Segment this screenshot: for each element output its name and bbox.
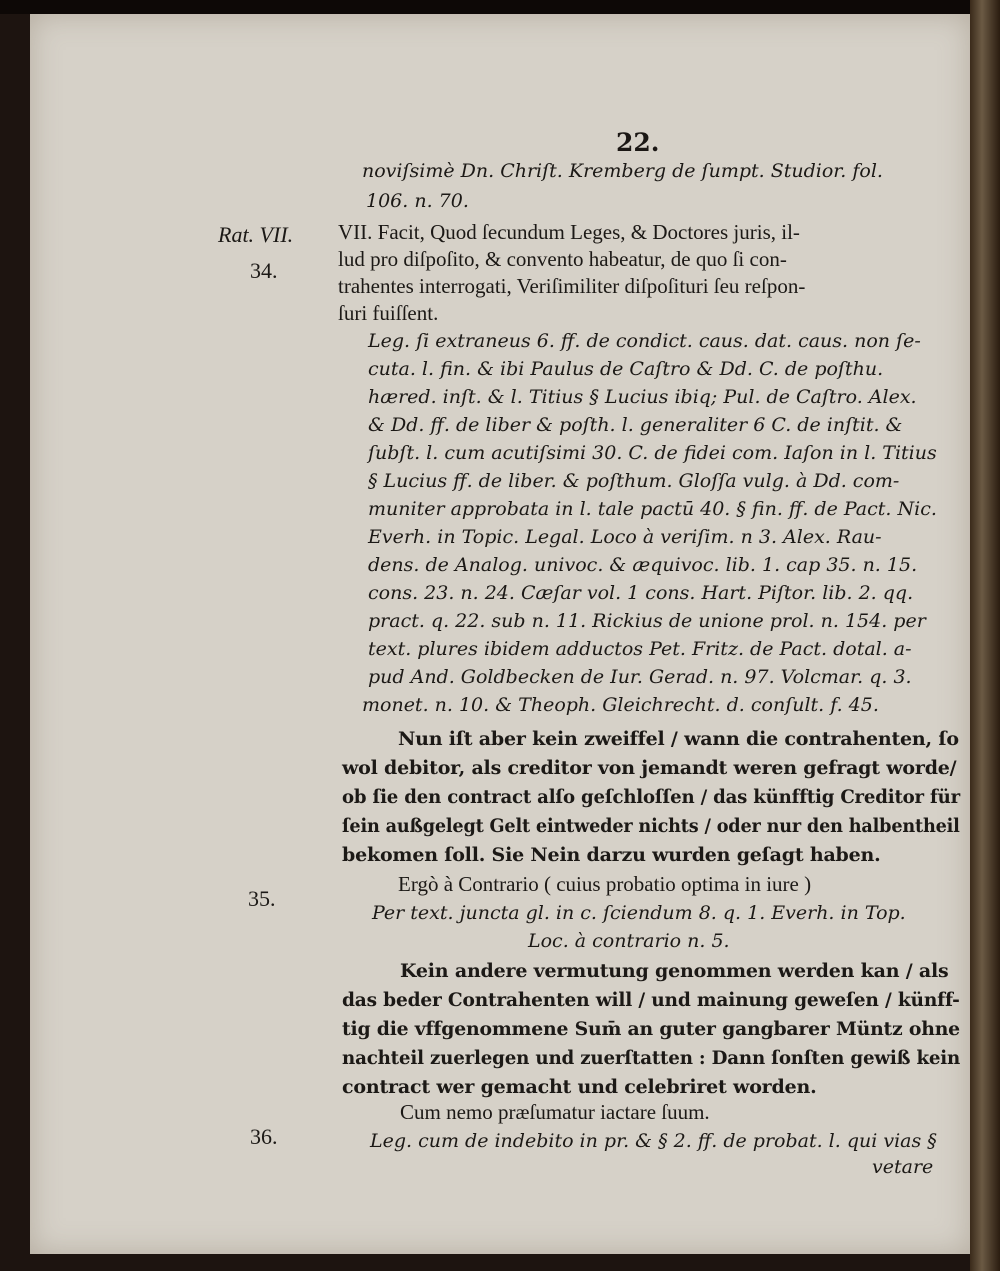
page-top-edge bbox=[0, 0, 1000, 14]
margin-number-36: 36. bbox=[250, 1124, 278, 1149]
text-line: & Dd. ff. de liber & poſth. l. generaliter 6 C. de inſtit. & bbox=[368, 414, 903, 436]
text-line: ob ſie den contract alſo geſchloſſen / das künfftig Creditor für bbox=[342, 786, 960, 808]
text-line: cons. 23. n. 24. Cæſar vol. 1 cons. Hart. Piſtor. lib. 2. qq. bbox=[368, 582, 914, 604]
text-line: trahentes interrogati, Veriſimiliter diſpoſituri ſeu reſpon- bbox=[338, 274, 806, 298]
text-line: Leg. cum de indebito in pr. & § 2. ff. de probat. l. qui vias § bbox=[370, 1130, 937, 1152]
text-line: 106. n. 70. bbox=[366, 190, 469, 212]
text-line: Kein andere vermutung genommen werden kan / als bbox=[400, 960, 949, 982]
text-line: Nun iſt aber kein zweiffel / wann die contrahenten, ſo bbox=[398, 728, 959, 750]
text-line: VII. Facit, Quod ſecundum Leges, & Doctores juris, il- bbox=[338, 220, 800, 244]
margin-number-34: 34. bbox=[250, 258, 278, 283]
text-line: bekomen ſoll. Sie Nein darzu wurden geſagt haben. bbox=[342, 844, 881, 866]
text-line: cuta. l. fin. & ibi Paulus de Caſtro & Dd. C. de poſthu. bbox=[368, 358, 884, 380]
text-line: ſuri fuiſſent. bbox=[338, 301, 439, 325]
text-line: nachteil zuerlegen und zuerſtatten : Dann ſonſten gewiß kein bbox=[342, 1047, 961, 1069]
text-line: muniter approbata in l. tale pactū 40. § fin. ff. de Pact. Nic. bbox=[368, 498, 937, 520]
text-line: text. plures ibidem adductos Pet. Fritz. de Pact. dotal. a- bbox=[368, 638, 912, 660]
page-binding-edge bbox=[970, 0, 1000, 1271]
text-line: wol debitor, als creditor von jemandt weren gefragt worde/ bbox=[342, 757, 957, 779]
margin-rat-label: Rat. VII. bbox=[218, 222, 294, 247]
text-line: Per text. juncta gl. in c. ſciendum 8. q. 1. Everh. in Top. bbox=[372, 902, 906, 924]
text-line: Loc. à contrario n. 5. bbox=[528, 930, 730, 952]
text-line: pract. q. 22. sub n. 11. Rickius de unione prol. n. 154. per bbox=[368, 610, 926, 632]
margin-number-35: 35. bbox=[248, 886, 276, 911]
text-line: hæred. inſt. & l. Titius § Lucius ibiq; Pul. de Caſtro. Alex. bbox=[368, 386, 917, 408]
text-line: Leg. ſi extraneus 6. ff. de condict. caus. dat. caus. non ſe- bbox=[368, 330, 921, 352]
text-line: Ergò à Contrario ( cuius probatio optima in iure ) bbox=[398, 872, 812, 896]
catchword: vetare bbox=[872, 1156, 934, 1178]
text-line: ſubſt. l. cum acutiſsimi 30. C. de fidei com. Iaſon in l. Titius bbox=[368, 442, 937, 464]
text-line: dens. de Analog. univoc. & æquivoc. lib. 1. cap 35. n. 15. bbox=[368, 554, 918, 576]
text-line: tig die vffgenommene Sum̄ an guter gangbarer Müntz ohne bbox=[342, 1018, 960, 1040]
text-line: monet. n. 10. & Theoph. Gleichrecht. d. conſult. f. 45. bbox=[362, 694, 879, 716]
text-line: Cum nemo præſumatur iactare ſuum. bbox=[400, 1100, 710, 1124]
text-line: contract wer gemacht und celebriret worden. bbox=[342, 1076, 817, 1098]
text-line: lud pro diſpoſito, & convento habeatur, de quo ſi con- bbox=[338, 247, 787, 271]
page-number: 22. bbox=[616, 128, 660, 157]
text-line: noviſsimè Dn. Chriſt. Kremberg de ſumpt. Studior. fol. bbox=[362, 160, 883, 182]
text-line: pud And. Goldbecken de Iur. Gerad. n. 97. Volcmar. q. 3. bbox=[368, 666, 912, 688]
text-line: Everh. in Topic. Legal. Loco à veriſim. n 3. Alex. Rau- bbox=[368, 526, 882, 548]
text-line: das beder Contrahenten will / und mainung geweſen / künff- bbox=[342, 989, 960, 1011]
text-line: § Lucius ff. de liber. & poſthum. Gloſſa vulg. à Dd. com- bbox=[368, 470, 900, 492]
text-line: ſein außgelegt Gelt eintweder nichts / oder nur den halbentheil bbox=[342, 815, 960, 837]
